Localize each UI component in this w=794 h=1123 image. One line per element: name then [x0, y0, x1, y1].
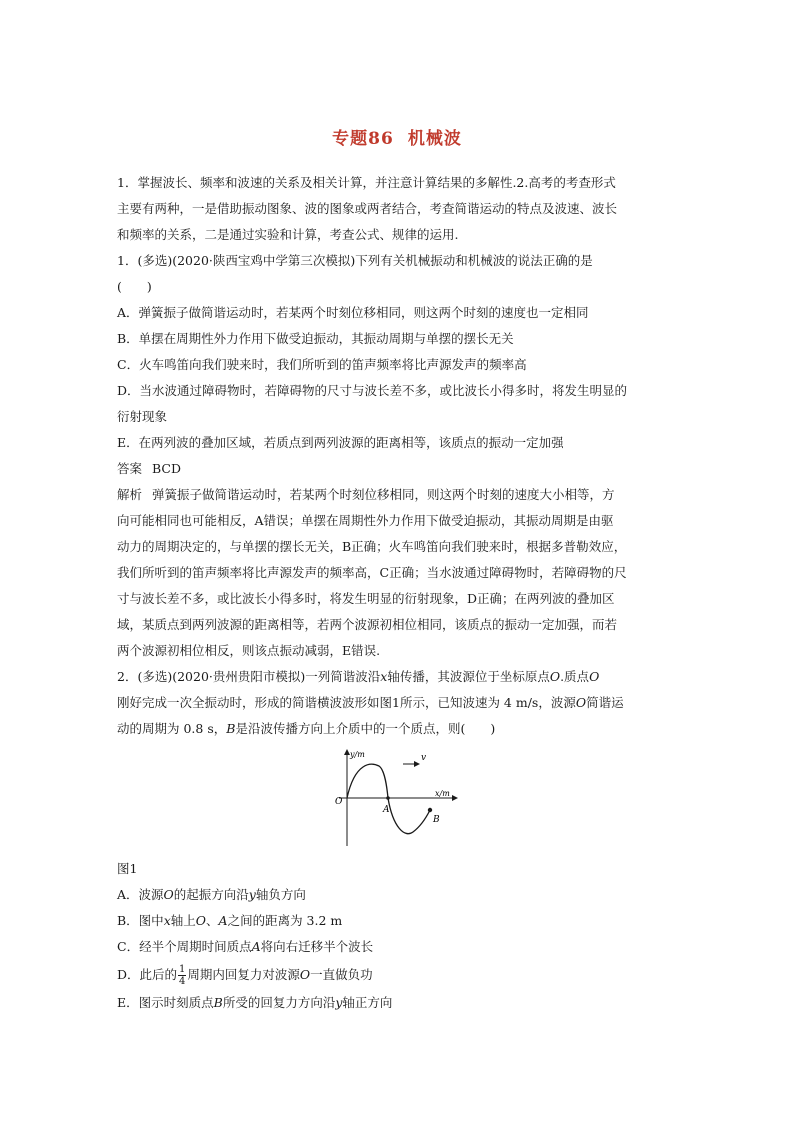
q2-option-a: A．波源O的起振方向沿y轴负方向	[117, 887, 306, 902]
point-a-label: A	[383, 805, 390, 815]
q2-stem-line: 动的周期为 0.8 s，B是沿波传播方向上介质中的一个质点，则( )	[117, 721, 496, 736]
q1-option-d: D．当水波通过障碍物时，若障碍物的尺寸与波长差不多，或比波长小得多时，将发生明显的	[117, 383, 628, 398]
fraction-quarter: $\frac{1}{4}$	[179, 964, 186, 987]
intro-line: 主要有两种，一是借助振动图象、波的图象或两者结合，考查简谐运动的特点及波速、波长	[117, 201, 618, 216]
content-body	[117, 170, 683, 1016]
intro-line: 1．掌握波长、频率和波速的关系及相关计算，并注意计算结果的多解性.2.高考的考查形式	[117, 175, 616, 190]
answer-label: 答案	[117, 461, 143, 476]
page-title	[0, 124, 794, 149]
q1-analysis-line: 向可能相同也可能相反，A错误；单摆在周期性外力作用下做受迫振动，其振动周期是由驱	[117, 513, 614, 528]
q2-stem-line: 刚好完成一次全振动时，形成的简谐横波波形如图1所示，已知波速为 4 m/s，波源O简谐运	[117, 695, 624, 710]
q2-stem: 2．(多选)(2020·贵州贵阳市模拟)一列简谐波沿x轴传播，其波源位于坐标原点O.质点O	[117, 669, 600, 684]
q1-analysis: 解析 弹簧振子做简谐运动时，若某两个时刻位移相同，则这两个时刻的速度大小相等，方	[117, 487, 615, 502]
q1-stem: 1．(多选)(2020·陕西宝鸡中学第三次模拟)下列有关机械振动和机械波的说法正确的是	[117, 253, 593, 268]
q2-option-e: E．图示时刻质点B所受的回复力方向沿y轴正方向	[117, 995, 393, 1010]
figure-caption: 图1	[117, 861, 138, 876]
q1-option-c: C．火车鸣笛向我们驶来时，我们所听到的笛声频率将比声源发声的频率高	[117, 357, 527, 372]
wave-graph	[333, 748, 463, 848]
q2-option-b: B．图中x轴上O、A之间的距离为 3.2 m	[117, 913, 343, 928]
point-b-dot	[428, 808, 432, 812]
velocity-label: v	[421, 753, 427, 763]
intro-line: 和频率的关系，二是通过实验和计算，考查公式、规律的运用.	[117, 227, 459, 242]
q1-analysis-line: 我们所听到的笛声频率将比声源发声的频率高，C正确；当水波通过障碍物时，若障碍物的尺	[117, 565, 627, 580]
point-b-label: B	[433, 815, 440, 825]
q1-analysis-line: 寸与波长差不多，或比波长小得多时，将发生明显的衍射现象，D正确；在两列波的叠加区	[117, 591, 615, 606]
title-sub: 机械波	[407, 129, 462, 149]
q1-option-d-cont: 衍射现象	[117, 409, 168, 424]
q1-analysis-line: 域，某质点到两列波源的距离相等，若两个波源初相位相同，该质点的振动一定加强，而若	[117, 617, 618, 632]
x-axis-label: x/m	[435, 789, 450, 798]
wave-figure	[117, 748, 683, 856]
point-a-dot	[386, 796, 390, 800]
y-axis-label: y/m	[350, 750, 365, 759]
q1-option-a: A．弹簧振子做简谐运动时，若某两个时刻位移相同，则这两个时刻的速度也一定相同	[117, 305, 589, 320]
q1-option-e: E．在两列波的叠加区域，若质点到两列波源的距离相等，该质点的振动一定加强	[117, 435, 564, 450]
q1-analysis-line: 动力的周期决定的，与单摆的摆长无关，B正确；火车鸣笛向我们驶来时，根据多普勒效应，	[117, 539, 627, 554]
q2-option-d: D．此后的 $\frac{1}{4}$ 周期内回复力对波源O一直做负功	[117, 964, 373, 987]
q1-stem-bracket: ( )	[117, 279, 152, 294]
origin-label: O	[335, 797, 343, 807]
analysis-label: 解析	[117, 487, 143, 502]
answer-value: BCD	[152, 461, 182, 476]
q2-option-c: C．经半个周期时间质点A将向右迁移半个波长	[117, 939, 374, 954]
q1-analysis-line: 两个波源初相位相反，则该点振动减弱，E错误.	[117, 643, 381, 658]
q1-option-b: B．单摆在周期性外力作用下做受迫振动，其振动周期与单摆的摆长无关	[117, 331, 514, 346]
title-main: 专题86	[332, 129, 394, 149]
q1-answer	[117, 456, 683, 482]
